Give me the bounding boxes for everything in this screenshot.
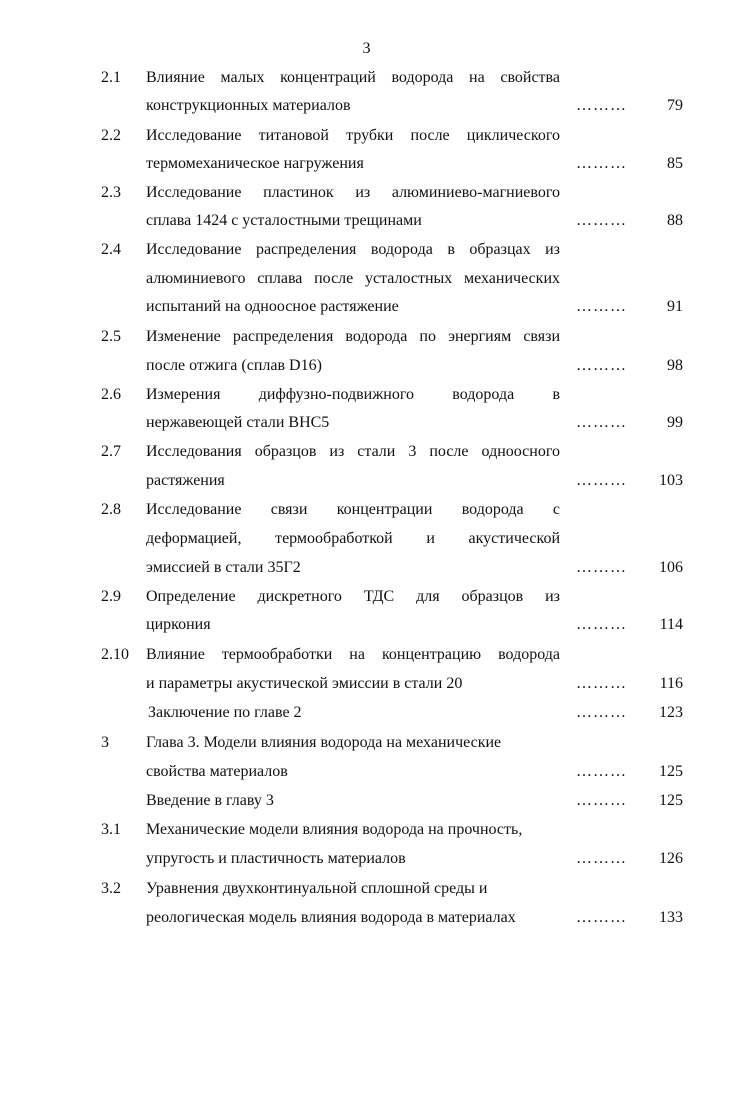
entry-title-line: реологическая модель влияния водорода в материалах [146, 909, 516, 926]
entry-title-line: и параметры акустической эмиссии в стали 20 [146, 675, 463, 692]
dot-leader: ……… [576, 675, 627, 692]
dot-leader: ……… [576, 155, 627, 172]
entry-title-line: нержавеющей стали ВНС5 [146, 414, 330, 431]
entry-page: 125 [659, 792, 683, 809]
entry-title-line: сплава 1424 с усталостными трещинами [146, 212, 422, 229]
entry-title-line: Изменение распределения водорода по энергиям связи [146, 328, 560, 345]
dot-leader: ……… [576, 212, 627, 229]
entry-number: 2.10 [101, 646, 129, 663]
entry-number: 3.1 [101, 821, 121, 838]
entry-title-line: Исследования образцов из стали 3 после одноосного [146, 443, 560, 460]
entry-page: 116 [659, 675, 683, 692]
entry-page: 88 [667, 212, 683, 229]
entry-title-line: Исследование связи концентрации водорода с [146, 501, 560, 518]
entry-number: 2.8 [101, 501, 121, 518]
entry-title-line: Глава 3. Модели влияния водорода на механические [146, 734, 502, 751]
entry-number: 3.2 [101, 880, 121, 897]
entry-number: 2.9 [101, 588, 121, 605]
entry-title-line: Уравнения двухконтинуальной сплошной среды и [146, 880, 488, 897]
entry-title-line: Заключение по главе 2 [148, 704, 302, 721]
entry-page: 125 [659, 763, 683, 780]
entry-title-line: Измерения диффузно-подвижного водорода в [146, 386, 560, 403]
entry-page: 79 [667, 97, 683, 114]
entry-page: 99 [667, 414, 683, 431]
entry-title-line: Механические модели влияния водорода на прочность, [146, 821, 523, 838]
entry-title-line: термомеханическое нагружения [146, 155, 364, 172]
entry-title-line: растяжения [146, 472, 225, 489]
entry-number: 3 [101, 734, 109, 751]
entry-page: 123 [659, 704, 683, 721]
entry-page: 133 [659, 909, 683, 926]
entry-title-line: свойства материалов [146, 763, 288, 780]
page-number: 3 [362, 40, 371, 57]
entry-title-line: Исследование распределения водорода в образцах из [146, 241, 560, 258]
entry-title-line: алюминиевого сплава после усталостных механических [146, 270, 560, 287]
entry-title-line: эмиссией в стали 35Г2 [146, 559, 301, 576]
dot-leader: ……… [576, 763, 627, 780]
entry-title-line: после отжига (сплав D16) [146, 357, 322, 374]
entry-page: 91 [667, 298, 683, 315]
dot-leader: ……… [576, 616, 627, 633]
entry-number: 2.6 [101, 386, 121, 403]
entry-number: 2.1 [101, 69, 121, 86]
entry-title-line: циркония [146, 616, 211, 633]
entry-number: 2.5 [101, 328, 121, 345]
dot-leader: ……… [576, 850, 627, 867]
dot-leader: ……… [576, 357, 627, 374]
entry-page: 126 [659, 850, 683, 867]
entry-page: 103 [659, 472, 683, 489]
entry-number: 2.2 [101, 127, 121, 144]
dot-leader: ……… [576, 472, 627, 489]
entry-number: 2.4 [101, 241, 121, 258]
entry-title-line: конструкционных материалов [146, 97, 351, 114]
entry-title-line: упругость и пластичность материалов [146, 850, 406, 867]
entry-page: 106 [659, 559, 683, 576]
entry-title-line: деформацией, термообработкой и акустической [146, 530, 560, 547]
dot-leader: ……… [576, 909, 627, 926]
entry-title-line: Влияние малых концентраций водорода на свойства [146, 69, 560, 86]
entry-title-line: Определение дискретного ТДС для образцов из [146, 588, 560, 605]
dot-leader: ……… [576, 298, 627, 315]
dot-leader: ……… [576, 97, 627, 114]
entry-title-line: Влияние термообработки на концентрацию водорода [146, 646, 560, 663]
entry-title-line: Исследование титановой трубки после циклического [146, 127, 560, 144]
entry-number: 2.7 [101, 443, 121, 460]
entry-title-line: испытаний на одноосное растяжение [146, 298, 399, 315]
dot-leader: ……… [576, 792, 627, 809]
entry-page: 85 [667, 155, 683, 172]
dot-leader: ……… [576, 414, 627, 431]
dot-leader: ……… [576, 704, 627, 721]
entry-page: 98 [667, 357, 683, 374]
entry-number: 2.3 [101, 184, 121, 201]
entry-title-line: Введение в главу 3 [146, 792, 274, 809]
entry-page: 114 [659, 616, 683, 633]
entry-title-line: Исследование пластинок из алюминиево-магниевого [146, 184, 560, 201]
dot-leader: ……… [576, 559, 627, 576]
